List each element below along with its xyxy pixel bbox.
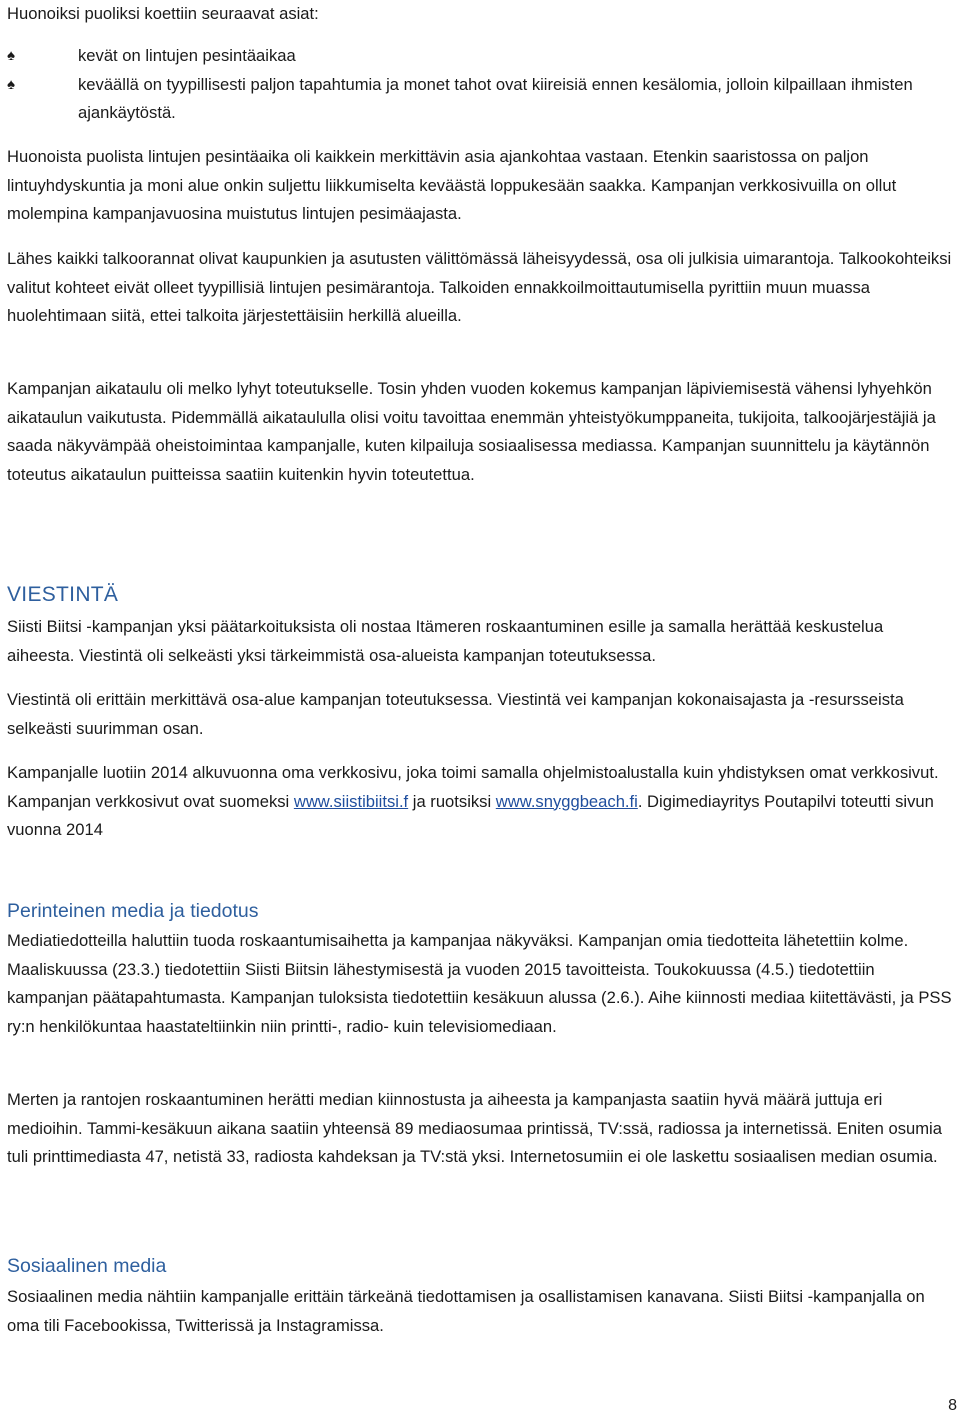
spade-bullet-icon: ♠ [7, 75, 15, 93]
website-text-mid: ja ruotsiksi [408, 791, 496, 811]
page-number: 8 [948, 1397, 957, 1414]
link-siistibiitsi[interactable]: www.siistibiitsi.f [293, 791, 409, 811]
paragraph-birds: Huonoista puolista lintujen pesintäaika oli kaikkein merkittävin asia ajankohtaa vastaan. Etenkin saaristossa on paljon lintuyhdyskuntia ja moni alue onkin suljettu liikkumiselta keväästä loppukesään saakka. Kampanjan verkkosivuilla on ollut molempina kampanjavuosina muistutus lintujen pesimäajasta. [7, 147, 897, 224]
heading-viestinta: VIESTINTÄ [7, 583, 119, 606]
bullet-text: kevät on lintujen pesintäaikaa [78, 46, 296, 65]
paragraph-viestinta-1: Siisti Biitsi -kampanjan yksi päätarkoituksista oli nostaa Itämeren roskaantuminen esille ja samalla herättää keskustelua aiheesta. Viestintä oli selkeästi yksi tärkeimmistä osa-alueista kampanjan toteutuksessa. [7, 617, 884, 665]
paragraph-website [7, 759, 953, 845]
link-snyggbeach[interactable]: www.snyggbeach.fi [495, 791, 638, 811]
heading-sosiaalinen-media: Sosiaalinen media [7, 1255, 167, 1277]
list-item [7, 71, 953, 128]
intro-text: Huonoiksi puoliksi koettiin seuraavat asiat: [7, 4, 319, 23]
paragraph-media-2: Merten ja rantojen roskaantuminen herätti median kiinnostusta ja aiheesta ja kampanjasta saatiin hyvä määrä juttuja eri medioihin. Tammi-kesäkuun aikana saatiin yhteensä 89 mediaosumaa printissä, TV:ssä, radiossa ja internetissä. Eniten osumia tuli printtimediasta 47, netistä 33, radiosta kahdeksan ja TV:stä yksi. Internetosumiin ei ole laskettu sosiaalisen median osumia. [7, 1090, 942, 1167]
spade-bullet-icon: ♠ [7, 47, 15, 64]
website-text-end: . Digimediayritys Poutapilvi toteutti sivun vuonna 2014 [7, 791, 934, 840]
paragraph-viestinta-2: Viestintä oli erittäin merkittävä osa-alue kampanjan toteutuksessa. Viestintä vei kampanjan kokonaisajasta ja -resursseista selkeästi suurimman osan. [7, 690, 904, 738]
website-text-start: Kampanjalle luotiin 2014 alkuvuonna oma verkkosivu, joka toimi samalla ohjelmistoalustalla kuin yhdistyksen omat verkkosivut. Kampanjan verkkosivut ovat suomeksi [7, 763, 939, 811]
bullet-text: keväällä on tyypillisesti paljon tapahtumia ja monet tahot ovat kiireisiä ennen kesälomia, jolloin kilpaillaan ihmisten ajankäytöstä. [78, 74, 913, 123]
bullet-list [7, 42, 953, 128]
list-item [7, 42, 953, 71]
paragraph-beaches: Lähes kaikki talkoorannat olivat kaupunkien ja asutusten välittömässä läheisyydessä, osa oli julkisia uimarantoja. Talkookohteiksi valitut kohteet eivät olleet tyypillisiä lintujen pesimärantoja. Talkoiden ennakkoilmoittautumisella pyrittiin muun muassa huolehtimaan siitä, ettei talkoita järjestettäisiin herkillä alueilla. [7, 249, 952, 326]
heading-perinteinen-media: Perinteinen media ja tiedotus [7, 900, 259, 922]
paragraph-media-1: Mediatiedotteilla haluttiin tuoda roskaantumisaihetta ja kampanjaa näkyväksi. Kampanjan omia tiedotteita lähetettiin kolme. Maaliskuussa (23.3.) tiedotettiin Siisti Biitsin lähestymisestä ja vuoden 2015 tavoitteista. Toukokuussa (4.5.) tiedotettiin kampanjan päätapahtumasta. Kampanjan tuloksista tiedotettiin kesäkuun alussa (2.6.). Aihe kiinnosti mediaa kiitettävästi, ja PSS ry:n henkilökuntaa haastateltiinkin niin printti-, radio- kuin televisiomediaan. [7, 931, 952, 1036]
paragraph-social: Sosiaalinen media nähtiin kampanjalle erittäin tärkeänä tiedottamisen ja osallistamisen kanavana. Siisti Biitsi -kampanjalla on oma tili Facebookissa, Twitterissä ja Instagramissa. [7, 1287, 925, 1335]
paragraph-schedule: Kampanjan aikataulu oli melko lyhyt toteutukselle. Tosin yhden vuoden kokemus kampanjan läpiviemisestä vähensi lyhyehkön aikataulun vaikutusta. Pidemmällä aikataululla olisi voitu tavoittaa enemmän yhteistyökumppaneita, tukijoita, talkoojärjestäjiä ja saada näkyvämpää oheistoimintaa kampanjalle, kuten kilpailuja sosiaalisessa mediassa. Kampanjan suunnittelu ja käytännön toteutus aikataulun puitteissa saatiin kuitenkin hyvin toteutettua. [7, 379, 936, 484]
